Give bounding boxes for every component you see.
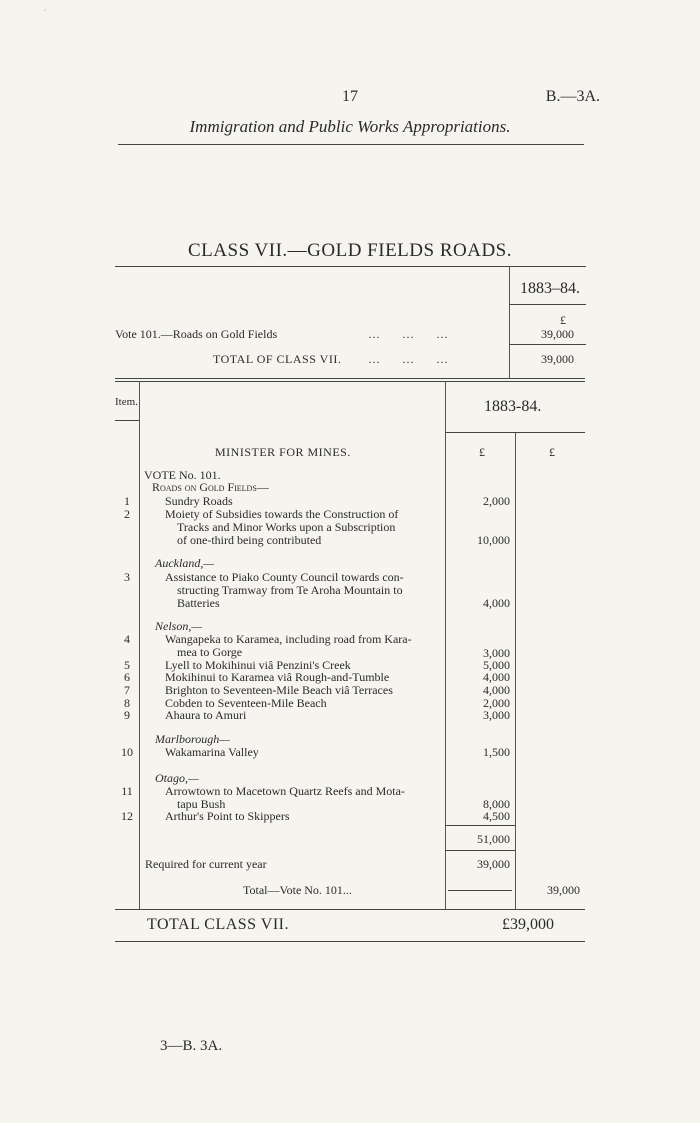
required-value: 39,000 xyxy=(477,857,510,871)
region-nelson: Nelson,— xyxy=(155,619,203,633)
item-amount: 3,000 xyxy=(483,646,510,660)
detail-top-rule-2 xyxy=(115,381,585,382)
total-currency: £ xyxy=(549,445,555,459)
item-amount: 5,000 xyxy=(483,658,510,672)
item-number: 7 xyxy=(124,683,130,697)
footer-signature: 3—B. 3A. xyxy=(160,1038,223,1054)
margin-mark: ′ xyxy=(44,8,47,19)
item-description: Lyell to Mokihinui viâ Penzini's Creek xyxy=(165,658,351,672)
header-rule xyxy=(118,144,584,145)
item-amount: 8,000 xyxy=(483,797,510,811)
item-description: Cobden to Seventeen-Mile Beach xyxy=(165,696,327,710)
item-number: 8 xyxy=(124,696,130,710)
item-number: 12 xyxy=(121,809,133,823)
grand-total-label: TOTAL CLASS VII. xyxy=(147,916,289,933)
leader-dots: … … … xyxy=(368,352,450,366)
region-auckland: Auckland,— xyxy=(155,556,214,570)
running-title: Immigration and Public Works Appropriations. xyxy=(189,117,511,136)
summary-year: 1883–84. xyxy=(520,280,580,297)
item-description: Arthur's Point to Skippers xyxy=(165,809,290,823)
item-description: structing Tramway from Te Aroha Mountain to xyxy=(177,583,403,597)
roads-heading: Roads on Gold Fields— xyxy=(152,480,269,494)
region-marlborough: Marlborough— xyxy=(155,732,230,746)
item-description: Wakamarina Valley xyxy=(165,745,259,759)
item-number: 1 xyxy=(124,494,130,508)
item-amount: 4,000 xyxy=(483,596,510,610)
page-number: 17 xyxy=(342,88,358,105)
required-label: Required for current year xyxy=(145,857,267,871)
item-amount: 4,000 xyxy=(483,670,510,684)
item-number: 6 xyxy=(124,670,130,684)
item-number: 3 xyxy=(124,570,130,584)
vote-number: VOTE No. 101. xyxy=(144,468,221,482)
item-header-rule xyxy=(115,420,139,421)
class-title: CLASS VII.—GOLD FIELDS ROADS. xyxy=(188,240,512,261)
item-amount: 10,000 xyxy=(477,533,510,547)
subtotal-value: 51,000 xyxy=(477,832,510,846)
item-number: 9 xyxy=(124,708,130,722)
item-description: Tracks and Minor Works upon a Subscription xyxy=(177,520,396,534)
summary-year-rule xyxy=(509,304,586,305)
item-number: 10 xyxy=(121,745,133,759)
detail-year: 1883-84. xyxy=(484,398,542,415)
total-class-label: TOTAL OF CLASS VII. xyxy=(213,352,342,366)
minister-heading: MINISTER FOR MINES. xyxy=(215,445,351,459)
item-description: Ahaura to Amuri xyxy=(165,708,247,722)
total-class-value: 39,000 xyxy=(541,352,574,366)
item-description: Brighton to Seventeen-Mile Beach viâ Terraces xyxy=(165,683,393,697)
vote-label: Vote 101.—Roads on Gold Fields xyxy=(115,327,278,341)
summary-sum-rule xyxy=(509,344,586,345)
item-description: Sundry Roads xyxy=(165,494,233,508)
item-number: 2 xyxy=(124,507,130,521)
summary-column-line xyxy=(509,266,510,378)
region-otago: Otago,— xyxy=(155,771,199,785)
grand-total-value: £39,000 xyxy=(502,916,554,933)
item-number: 4 xyxy=(124,632,130,646)
item-amount: 3,000 xyxy=(483,708,510,722)
summary-currency: £ xyxy=(560,313,566,327)
total-column-line xyxy=(515,432,516,909)
document-reference: B.—3A. xyxy=(545,88,600,105)
vote-value: 39,000 xyxy=(541,327,574,341)
item-description: Mokihinui to Karamea viâ Rough-and-Tumble xyxy=(165,670,390,684)
item-amount: 4,000 xyxy=(483,683,510,697)
total-vote-label: Total—Vote No. 101... xyxy=(243,883,352,897)
summary-top-rule xyxy=(115,266,586,267)
item-amount: 4,500 xyxy=(483,809,510,823)
amount-column-line xyxy=(445,381,446,909)
item-description: Assistance to Piako County Council towards con- xyxy=(165,570,404,584)
item-number: 5 xyxy=(124,658,130,672)
total-vote-value: 39,000 xyxy=(547,883,580,897)
amount-currency: £ xyxy=(479,445,485,459)
total-vote-dash xyxy=(448,890,512,891)
item-description: Moiety of Subsidies towards the Construction of xyxy=(165,507,399,521)
item-description: Arrowtown to Macetown Quartz Reefs and Mota- xyxy=(165,784,405,798)
detail-top-rule xyxy=(115,378,585,379)
item-description: mea to Gorge xyxy=(177,645,243,659)
item-amount: 2,000 xyxy=(483,494,510,508)
item-header: Item. xyxy=(115,396,138,408)
item-column-line xyxy=(139,381,140,909)
leader-dots: … … … xyxy=(368,327,450,341)
required-rule xyxy=(445,850,515,851)
item-description: of one-third being contributed xyxy=(177,533,322,547)
item-description: Wangapeka to Karamea, including road from Kara- xyxy=(165,632,412,646)
item-amount: 2,000 xyxy=(483,696,510,710)
item-description: tapu Bush xyxy=(177,797,226,811)
item-description: Batteries xyxy=(177,596,220,610)
year-header-rule xyxy=(445,432,585,433)
bottom-rule xyxy=(115,941,585,942)
subtotal-rule xyxy=(445,825,515,826)
grand-total-rule xyxy=(115,909,585,910)
item-number: 11 xyxy=(121,784,133,798)
item-amount: 1,500 xyxy=(483,745,510,759)
